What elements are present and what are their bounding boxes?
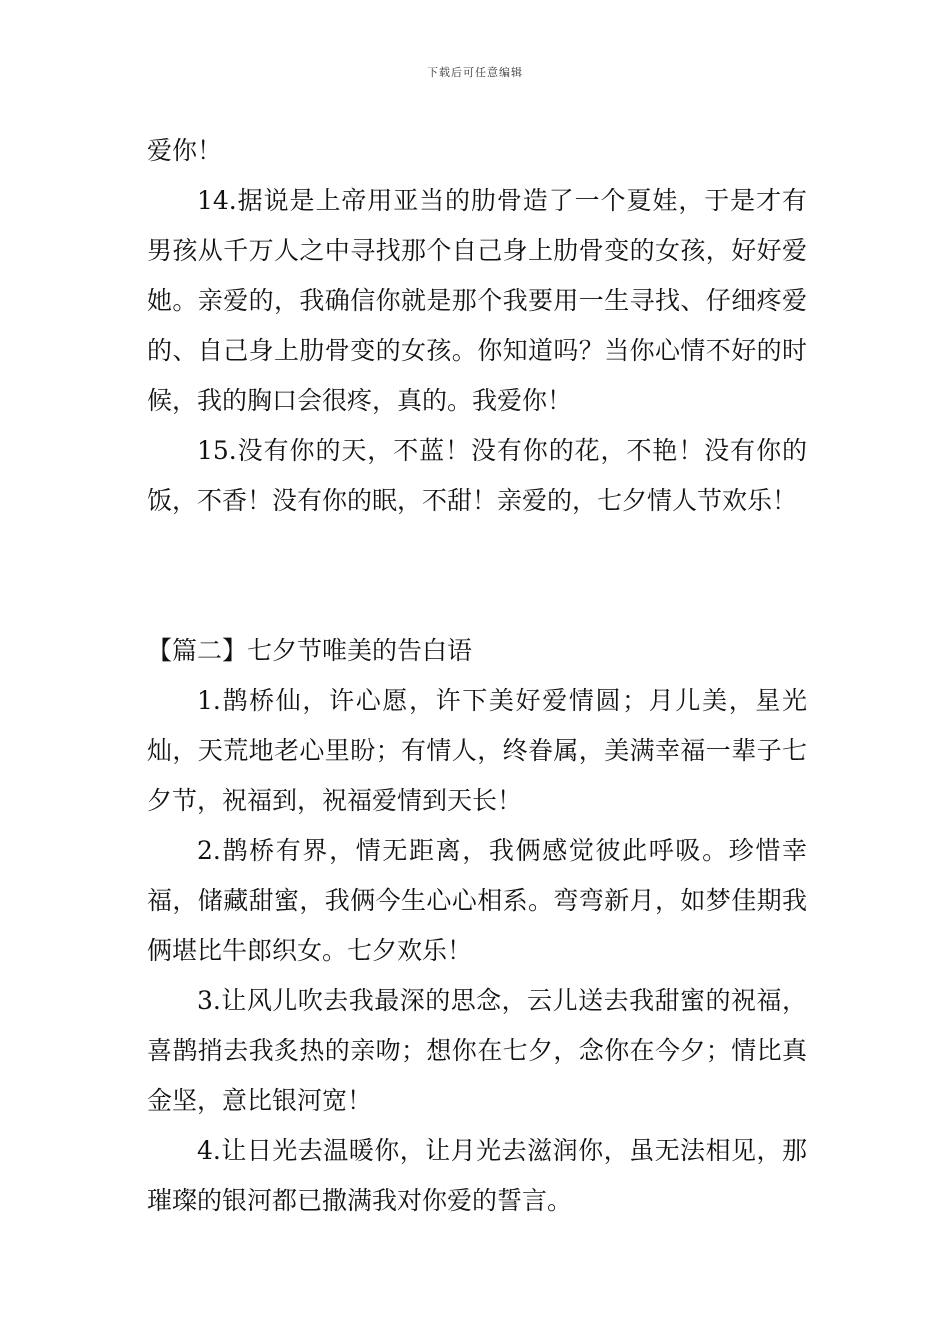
- paragraph-item-1: 1.鹊桥仙，许心愿，许下美好爱情圆；月儿美，星光灿，天荒地老心里盼；有情人，终眷属，美满幸福一辈子七夕节，祝福到，祝福爱情到天长！: [147, 686, 807, 815]
- paragraph-item-3: 3.让风儿吹去我最深的思念，云儿送去我甜蜜的祝福，喜鹊捎去我炙热的亲吻；想你在七夕，念你在今夕；情比真金坚，意比银河宽！: [147, 986, 807, 1115]
- page-header: 下载后可任意编辑: [427, 66, 523, 79]
- paragraph-item-2: 2.鹊桥有界，情无距离，我俩感觉彼此呼吸。珍惜幸福，储藏甜蜜，我俩今生心心相系。弯弯新月，如梦佳期我俩堪比牛郎织女。七夕欢乐！: [147, 836, 807, 965]
- section-spacer: [147, 526, 807, 626]
- paragraph-item-14: 14.据说是上帝用亚当的肋骨造了一个夏娃，于是才有男孩从千万人之中寻找那个自己身上肋骨变的女孩，好好爱她。亲爱的，我确信你就是那个我要用一生寻找、仔细疼爱的、自己身上肋骨变的女孩。你知道吗？当你心情不好的时候，我的胸口会很疼，真的。我爱你！: [147, 186, 807, 415]
- paragraph-item-15: 15.没有你的天，不蓝！没有你的花，不艳！没有你的饭，不香！没有你的眠，不甜！亲爱的，七夕情人节欢乐！: [147, 436, 807, 515]
- paragraph-item-4: 4.让日光去温暖你，让月光去滋润你，虽无法相见，那璀璨的银河都已撒满我对你爱的誓言。: [147, 1136, 807, 1215]
- paragraph-continuation: 爱你！: [147, 136, 223, 165]
- section-title: 【篇二】七夕节唯美的告白语: [147, 636, 473, 665]
- document-body: [147, 126, 807, 1226]
